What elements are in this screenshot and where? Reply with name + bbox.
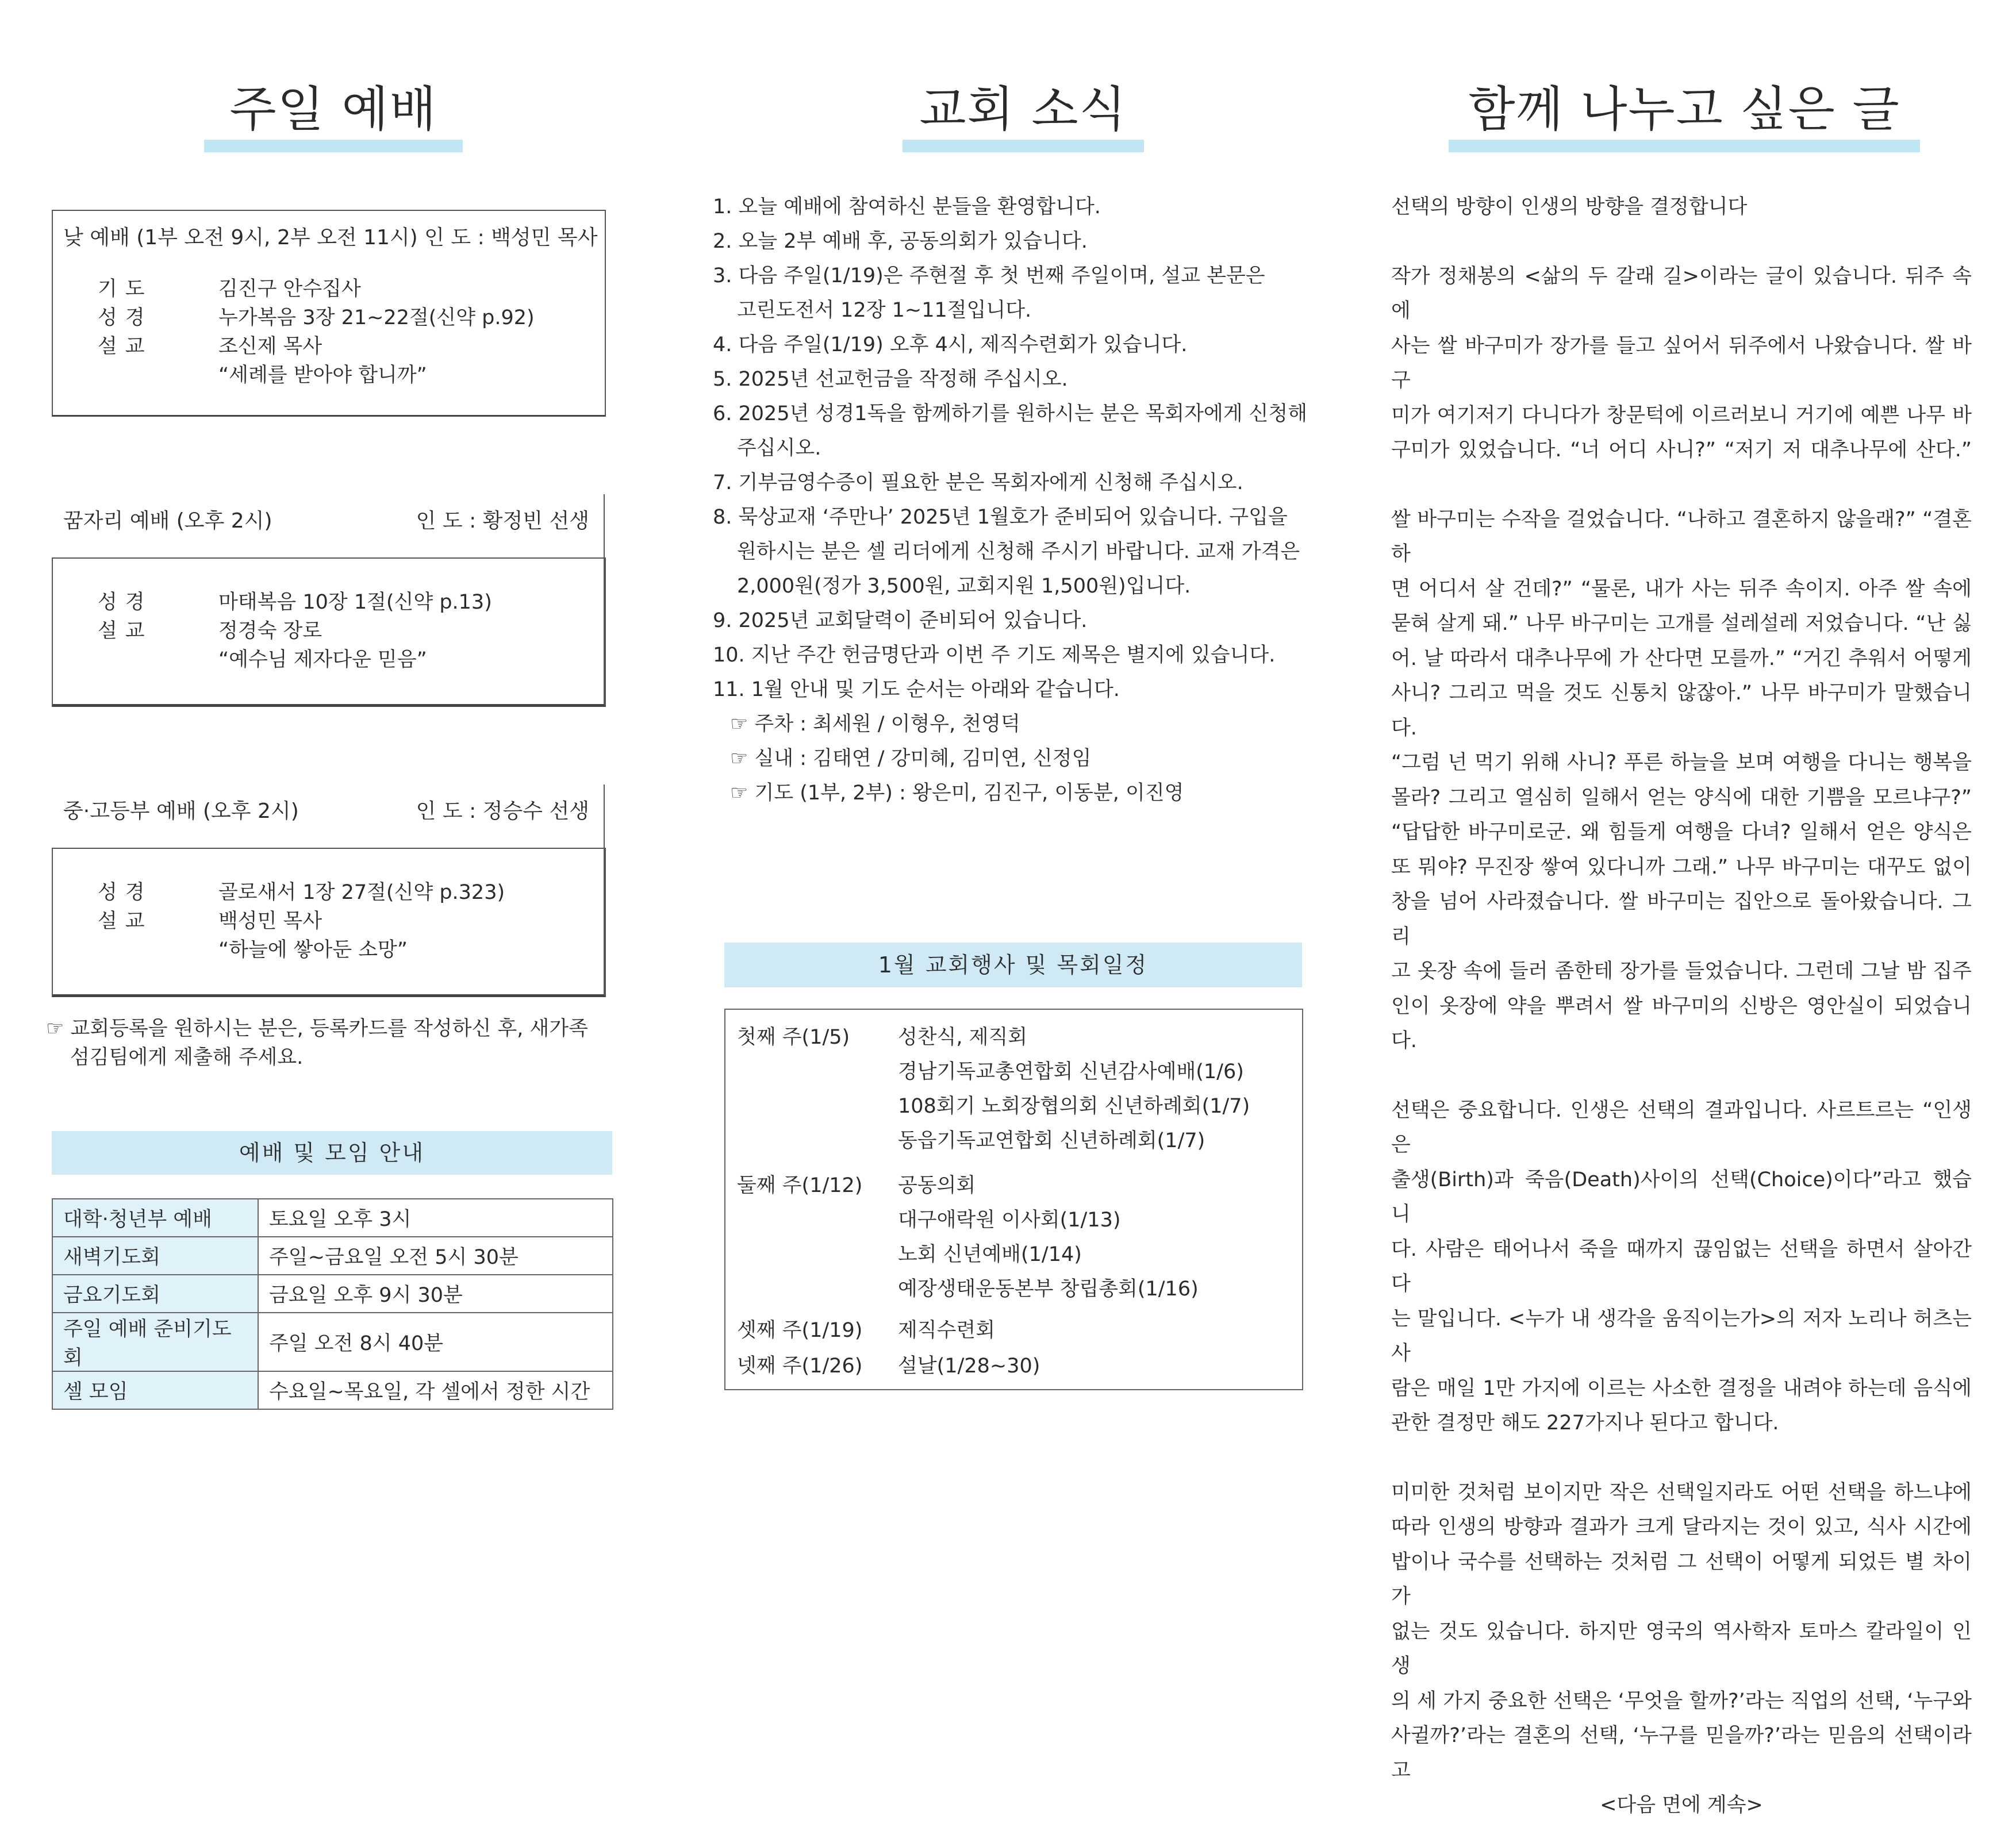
list-item: 9. 2025년 교회달력이 준비되어 있습니다. bbox=[713, 609, 1088, 632]
duty-item: ☞ 실내 : 김태연 / 강미혜, 김미연, 신정임 bbox=[730, 747, 1092, 770]
news-heading: 교회 소식 bbox=[903, 78, 1144, 152]
row-value: “예수님 제자다운 믿음” bbox=[218, 648, 427, 671]
essay-line: 고 옷장 속에 들러 좀한테 장가를 들었습니다. 그런데 그날 밤 집주 bbox=[1391, 960, 1972, 983]
service-children bbox=[52, 494, 606, 707]
service-title: 낮 예배 (1부 오전 9시, 2부 오전 11시) 인 도 : 백성민 목사 bbox=[63, 221, 597, 251]
guide-time: 토요일 오후 3시 bbox=[258, 1199, 613, 1237]
list-item: 11. 1월 안내 및 기도 순서는 아래와 같습니다. bbox=[713, 678, 1120, 701]
list-item: 5. 2025년 선교헌금을 작정해 주십시오. bbox=[713, 368, 1068, 391]
schedule-event: 성찬식, 제직회 bbox=[898, 1026, 1028, 1049]
service-leader: 인 도 : 황정빈 선생 bbox=[416, 509, 589, 533]
schedule-event: 설날(1/28~30) bbox=[898, 1355, 1040, 1378]
row-key: 기도 bbox=[98, 278, 153, 301]
row-key: 설교 bbox=[98, 335, 153, 358]
duty-item: ☞ 기도 (1부, 2부) : 왕은미, 김진구, 이동분, 이진영 bbox=[730, 782, 1184, 805]
schedule-event: 제직수련회 bbox=[898, 1319, 996, 1342]
list-item: 3. 다음 주일(1/19)은 주현절 후 첫 번째 주일이며, 설교 본문은 bbox=[713, 264, 1265, 287]
list-item: 2. 오늘 2부 예배 후, 공동의회가 있습니다. bbox=[713, 230, 1088, 253]
row-value: “세례를 받아야 합니까” bbox=[218, 364, 427, 387]
list-item: 4. 다음 주일(1/19) 오후 4시, 제직수련회가 있습니다. bbox=[713, 333, 1188, 356]
essay-heading: 함께 나누고 싶은 글 bbox=[1449, 78, 1920, 152]
guide-name: 금요기도회 bbox=[52, 1275, 258, 1313]
essay-line: 묻혀 살게 돼.” 나무 바구미는 고개를 설레설레 저었습니다. “난 싫 bbox=[1391, 612, 1972, 635]
schedule-week: 둘째 주(1/12) bbox=[737, 1174, 863, 1197]
essay-line: 밥이나 국수를 선택하는 것처럼 그 선택이 어떻게 되었든 별 차이가 bbox=[1391, 1550, 1972, 1608]
list-item: 6. 2025년 성경1독을 함께하기를 원하시는 분은 목회자에게 신청해 bbox=[713, 402, 1308, 425]
continued-note: <다음 면에 계속> bbox=[1600, 1794, 1763, 1817]
essay-line: 없는 것도 있습니다. 하지만 영국의 역사학자 토마스 칼라일이 인생 bbox=[1391, 1620, 1972, 1678]
list-item-cont: 원하시는 분은 셀 리더에게 신청해 주시기 바랍니다. 교재 가격은 bbox=[737, 540, 1300, 563]
essay-body bbox=[1391, 190, 1972, 1823]
registration-notice bbox=[46, 1014, 598, 1072]
row-value: 조신제 목사 bbox=[218, 335, 322, 358]
essay-line: 작가 정채봉의 <삶의 두 갈래 길>이라는 글이 있습니다. 뒤주 속에 bbox=[1391, 264, 1972, 322]
table-row bbox=[52, 1237, 613, 1275]
guide-name: 새벽기도회 bbox=[52, 1237, 258, 1275]
essay-line: 어. 날 따라서 대추나무에 가 산다면 모를까.” “거긴 추워서 어떻게 bbox=[1391, 647, 1972, 670]
schedule-event: 대구애락원 이사회(1/13) bbox=[898, 1209, 1121, 1232]
essay-line: 몰라? 그리고 열심히 일해서 얻는 양식에 대한 기쁨을 모르냐구?” bbox=[1391, 786, 1972, 809]
schedule-event: 경남기독교총연합회 신년감사예배(1/6) bbox=[898, 1060, 1244, 1083]
essay-line: 의 세 가지 중요한 선택은 ‘무엇을 할까?’라는 직업의 선택, ‘누구와 bbox=[1391, 1689, 1972, 1713]
essay-line: 또 뭐야? 무진장 쌓여 있다니까 그래.” 나무 바구미는 대꾸도 없이 bbox=[1391, 855, 1972, 879]
schedule-event: 공동의회 bbox=[898, 1174, 976, 1197]
essay-line: “답답한 바구미로군. 왜 힘들게 여행을 다녀? 일해서 얻은 양식은 bbox=[1391, 821, 1972, 844]
service-day bbox=[52, 210, 606, 417]
essay-line: 사니? 그리고 먹을 것도 신통치 않잖아.” 나무 바구미가 말했습니다. bbox=[1391, 682, 1972, 740]
news-list bbox=[713, 190, 1311, 810]
row-value: 누가복음 3장 21~22절(신약 p.92) bbox=[218, 306, 535, 329]
service-title: 꿈자리 예배 (오후 2시) bbox=[63, 509, 272, 533]
row-key: 성경 bbox=[98, 881, 153, 904]
schedule-event: 108회기 노회장협의회 신년하례회(1/7) bbox=[898, 1095, 1250, 1118]
row-value: 골로새서 1장 27절(신약 p.323) bbox=[218, 881, 505, 904]
row-key: 성경 bbox=[98, 591, 153, 614]
essay-line: 미미한 것처럼 보이지만 작은 선택일지라도 어떤 선택을 하느냐에 bbox=[1391, 1480, 1972, 1504]
list-item-cont: 고린도전서 12장 1~11절입니다. bbox=[737, 299, 1032, 322]
guide-name: 대학·청년부 예배 bbox=[52, 1199, 258, 1237]
service-title: 중·고등부 예배 (오후 2시) bbox=[63, 799, 299, 823]
schedule-event: 노회 신년예배(1/14) bbox=[898, 1243, 1082, 1266]
essay-line: 사귈까?’라는 결혼의 선택, ‘누구를 믿을까?’라는 믿음의 선택이라고 bbox=[1391, 1724, 1972, 1782]
list-item: 8. 묵상교재 ‘주만나’ 2025년 1월호가 준비되어 있습니다. 구입을 bbox=[713, 506, 1288, 529]
schedule-table bbox=[724, 1009, 1303, 1390]
row-value: 마태복음 10장 1절(신약 p.13) bbox=[218, 591, 492, 614]
essay-subtitle: 선택의 방향이 인생의 방향을 결정합니다 bbox=[1391, 195, 1748, 218]
essay-line: 출생(Birth)과 죽음(Death)사이의 선택(Choice)이다”라고 했습니 bbox=[1391, 1168, 1972, 1226]
essay-line: 인이 옷장에 약을 뿌려서 쌀 바구미의 신방은 영안실이 되었습니다. bbox=[1391, 994, 1972, 1052]
essay-line: 관한 결정만 해도 227가지나 된다고 합니다. bbox=[1391, 1412, 1779, 1434]
row-key: 설교 bbox=[98, 620, 153, 643]
schedule-week: 넷째 주(1/26) bbox=[737, 1355, 863, 1378]
essay-line: 미가 여기저기 다니다가 창문턱에 이르러보니 거기에 예쁜 나무 바 bbox=[1391, 403, 1972, 427]
service-youth bbox=[52, 784, 606, 997]
table-row bbox=[52, 1371, 613, 1409]
guide-time: 수요일~목요일, 각 셀에서 정한 시간 bbox=[258, 1371, 613, 1409]
row-key: 성경 bbox=[98, 306, 153, 329]
list-item: 7. 기부금영수증이 필요한 분은 목회자에게 신청해 주십시오. bbox=[713, 471, 1243, 494]
guide-title: 예배 및 모임 안내 bbox=[52, 1131, 612, 1175]
row-value: 백성민 목사 bbox=[218, 910, 322, 933]
schedule-event: 동읍기독교연합회 신년하례회(1/7) bbox=[898, 1129, 1205, 1152]
essay-line: “그럼 넌 먹기 위해 사니? 푸른 하늘을 보며 여행을 다니는 행복을 bbox=[1391, 751, 1972, 774]
row-value: 김진구 안수집사 bbox=[218, 278, 361, 301]
worship-heading: 주일 예배 bbox=[204, 78, 463, 152]
guide-time: 금요일 오후 9시 30분 bbox=[258, 1275, 613, 1313]
service-leader: 인 도 : 정승수 선생 bbox=[416, 799, 589, 823]
list-item: 10. 지난 주간 헌금명단과 이번 주 기도 제목은 별지에 있습니다. bbox=[713, 644, 1276, 667]
essay-line: 따라 인생의 방향과 결과가 크게 달라지는 것이 있고, 식사 시간에 bbox=[1391, 1516, 1972, 1539]
schedule-week: 셋째 주(1/19) bbox=[737, 1319, 863, 1342]
row-key: 설교 bbox=[98, 910, 153, 933]
guide-name: 셀 모임 bbox=[52, 1371, 258, 1409]
table-row bbox=[52, 1275, 613, 1313]
duty-item: ☞ 주차 : 최세원 / 이형우, 천영덕 bbox=[730, 713, 1020, 736]
table-row bbox=[52, 1313, 613, 1371]
schedule-week: 첫째 주(1/5) bbox=[737, 1026, 850, 1049]
notice-line: ☞ 교회등록을 원하시는 분은, 등록카드를 작성하신 후, 새가족 bbox=[46, 1017, 588, 1040]
essay-line: 선택은 중요합니다. 인생은 선택의 결과입니다. 사르트르는 “인생은 bbox=[1391, 1098, 1972, 1156]
guide-name: 주일 예배 준비기도회 bbox=[52, 1313, 258, 1371]
essay-line: 는 말입니다. <누가 내 생각을 움직이는가>의 저자 노리나 허츠는 사 bbox=[1391, 1307, 1972, 1365]
notice-line: 섬김팀에게 제출해 주세요. bbox=[70, 1046, 304, 1069]
list-item-cont: 2,000원(정가 3,500원, 교회지원 1,500원)입니다. bbox=[737, 575, 1191, 598]
row-value: “하늘에 쌓아둔 소망” bbox=[218, 939, 408, 962]
essay-line: 창을 넘어 사라졌습니다. 쌀 바구미는 집안으로 돌아왔습니다. 그리 bbox=[1391, 890, 1972, 948]
essay-line: 람은 매일 1만 가지에 이르는 사소한 결정을 내려야 하는데 음식에 bbox=[1391, 1376, 1972, 1400]
list-item: 1. 오늘 예배에 참여하신 분들을 환영합니다. bbox=[713, 195, 1101, 218]
guide-time: 주일 오전 8시 40분 bbox=[258, 1313, 613, 1371]
essay-line: 면 어디서 살 건데?” “물론, 내가 사는 뒤주 속이지. 아주 쌀 속에 bbox=[1391, 577, 1972, 601]
essay-line: 쌀 바구미는 수작을 걸었습니다. “나하고 결혼하지 않을래?” “결혼하 bbox=[1391, 507, 1972, 566]
schedule-title: 1월 교회행사 및 목회일정 bbox=[724, 943, 1302, 987]
list-item-cont: 주십시오. bbox=[737, 437, 821, 460]
row-value: 정경숙 장로 bbox=[218, 620, 322, 643]
essay-line: 다. 사람은 태어나서 죽을 때까지 끊임없는 선택을 하면서 살아간다 bbox=[1391, 1237, 1972, 1295]
guide-table bbox=[52, 1198, 613, 1410]
guide-time: 주일~금요일 오전 5시 30분 bbox=[258, 1237, 613, 1275]
table-row bbox=[52, 1199, 613, 1237]
essay-line: 구미가 있었습니다. “너 어디 사니?” “저기 저 대추나무에 산다.” bbox=[1391, 439, 1972, 461]
schedule-event: 예장생태운동본부 창립총회(1/16) bbox=[898, 1278, 1199, 1301]
essay-line: 사는 쌀 바구미가 장가를 들고 싶어서 뒤주에서 나왔습니다. 쌀 바구 bbox=[1391, 334, 1972, 392]
